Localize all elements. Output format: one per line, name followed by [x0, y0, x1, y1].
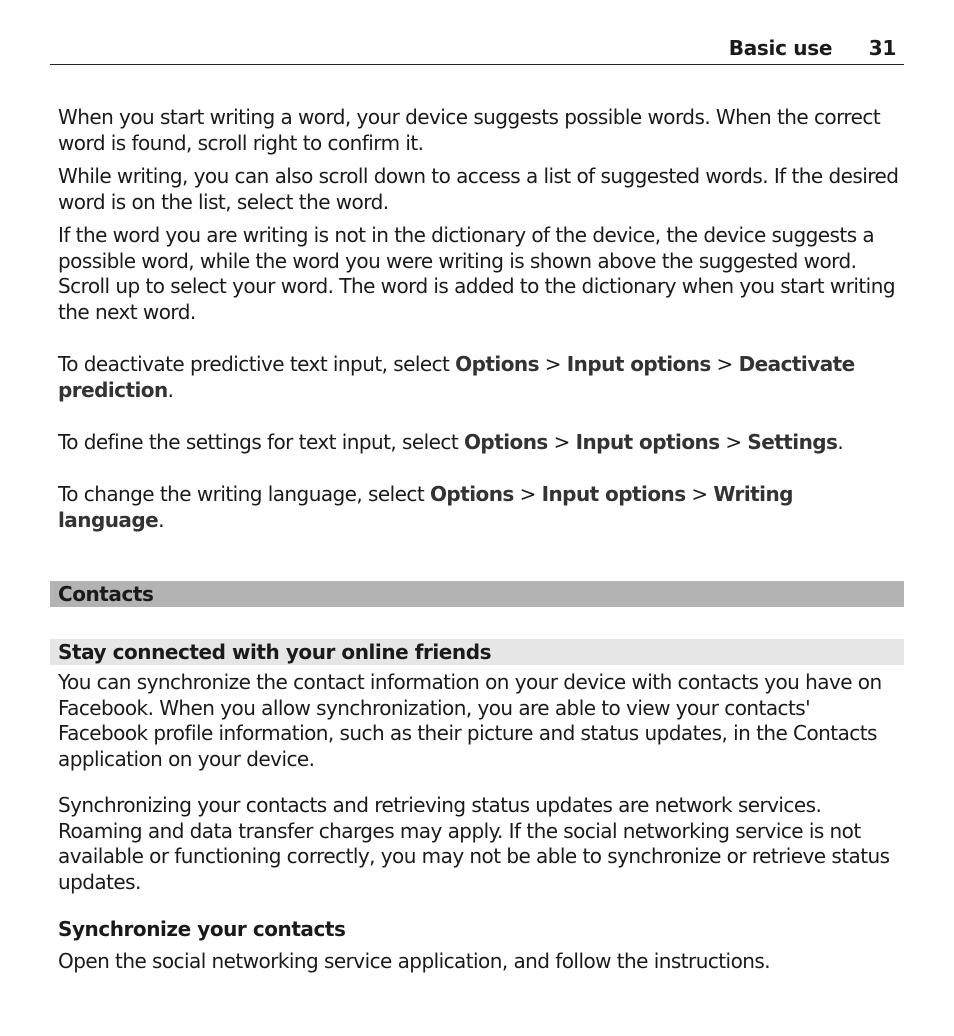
menu-options: Options	[429, 482, 514, 506]
deactivate-text: To deactivate predictive text input, select	[58, 352, 456, 376]
language-text: To change the writing language, select	[58, 482, 430, 506]
contacts-heading: Contacts	[58, 582, 154, 606]
sentence-end: .	[158, 507, 164, 532]
facebook-sync-paragraph: You can synchronize the contact information on your device with contacts you have on Facebook. When you allow synchronization, you are able to view your contacts' Facebook profile information, such as their picture and status updates, in the Contacts application on your device.	[58, 670, 882, 771]
menu-separator: >	[719, 430, 748, 454]
menu-input-options: Input options	[575, 430, 720, 454]
intro-paragraph-1: When you start writing a word, your device suggests possible words. When the correct word is found, scroll right to confirm it.	[58, 105, 881, 155]
menu-settings: Settings	[747, 430, 838, 454]
stay-connected-heading: Stay connected with your online friends	[58, 640, 492, 664]
sync-contacts-heading: Synchronize your contacts	[58, 917, 346, 941]
settings-instruction	[58, 430, 843, 456]
subheading-bar	[50, 639, 904, 665]
menu-separator: >	[710, 352, 739, 376]
network-services-paragraph: Synchronizing your contacts and retrieving status updates are network services. Roaming and data transfer charges may apply. If the social networking service is not available or functioning correctly, you may not be able to synchronize or retrieve status updates.	[58, 793, 890, 894]
menu-writing-language: Writing language	[58, 482, 793, 532]
menu-deactivate-prediction: Deactivate prediction	[58, 352, 855, 402]
page-number: 31	[868, 36, 896, 60]
sync-instructions-paragraph: Open the social networking service application, and follow the instructions.	[58, 949, 771, 973]
language-instruction	[58, 482, 904, 533]
menu-separator: >	[685, 482, 714, 506]
menu-options: Options	[463, 430, 548, 454]
menu-separator: >	[538, 352, 567, 376]
menu-options: Options	[455, 352, 539, 376]
header-right	[729, 36, 896, 60]
menu-separator: >	[513, 482, 542, 506]
menu-separator: >	[547, 430, 576, 454]
sentence-end: .	[167, 377, 174, 402]
menu-input-options: Input options	[566, 352, 711, 376]
intro-paragraph-3: If the word you are writing is not in the dictionary of the device, the device suggests a possible word, while the word you were writing is shown above the suggested word. Scroll up to select your word. The word is added to the dictionary when you start writing the next word.	[58, 223, 895, 324]
sentence-end: .	[837, 430, 844, 454]
header-section-title: Basic use	[728, 36, 833, 60]
deactivate-instruction	[58, 352, 904, 403]
page-header	[50, 34, 904, 65]
intro-paragraph-2: While writing, you can also scroll down to access a list of suggested words. If the desired word is on the list, select the word.	[58, 164, 899, 214]
settings-text: To define the settings for text input, select	[58, 430, 464, 454]
menu-input-options: Input options	[541, 482, 686, 506]
contacts-heading-bar	[50, 581, 904, 607]
